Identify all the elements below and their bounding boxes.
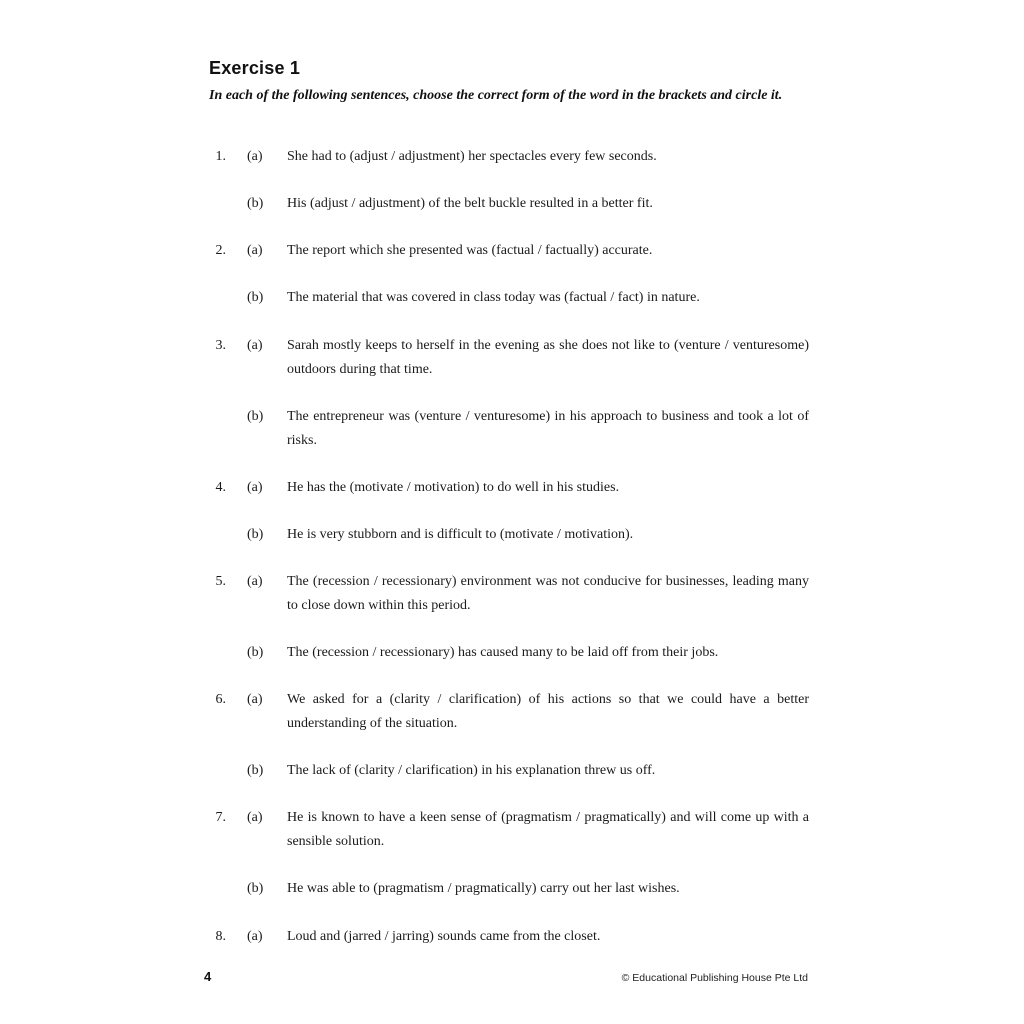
item-sentence: He was able to (pragmatism / pragmatically) carry out her last wishes.: [287, 881, 680, 896]
item-part: (b): [247, 527, 264, 542]
item-number: 6.: [215, 692, 226, 707]
item-number: 3.: [215, 338, 226, 353]
item-part: (a): [247, 480, 263, 495]
item-number: 5.: [215, 574, 226, 589]
item-sentence: The material that was covered in class today was (factual / fact) in nature.: [287, 290, 700, 305]
item-sentence: The entrepreneur was (venture / venturesome) in his approach to business and took a lot of risks.: [287, 409, 809, 448]
item-sentence: We asked for a (clarity / clarification) of his actions so that we could have a better understanding of the situation.: [287, 692, 809, 731]
copyright-notice: © Educational Publishing House Pte Ltd: [621, 972, 808, 984]
item-number: 2.: [215, 243, 226, 258]
item-part: (b): [247, 196, 264, 211]
exercise-instruction: In each of the following sentences, choose the correct form of the word in the brackets and circle it.: [209, 88, 783, 103]
item-sentence: She had to (adjust / adjustment) her spectacles every few seconds.: [287, 149, 657, 164]
item-part: (a): [247, 338, 263, 353]
item-part: (a): [247, 929, 263, 944]
item-sentence: The (recession / recessionary) has caused many to be laid off from their jobs.: [287, 645, 719, 660]
item-part: (b): [247, 645, 264, 660]
item-sentence: The lack of (clarity / clarification) in his explanation threw us off.: [287, 763, 656, 778]
item-number: 4.: [215, 480, 226, 495]
item-sentence: He is known to have a keen sense of (pragmatism / pragmatically) and will come up with a sensible solution.: [287, 810, 809, 849]
item-sentence: The report which she presented was (factual / factually) accurate.: [287, 243, 653, 258]
item-sentence: Sarah mostly keeps to herself in the evening as she does not like to (venture / venturesome) outdoors during that time.: [287, 338, 809, 377]
item-number: 1.: [215, 149, 226, 164]
item-part: (b): [247, 409, 264, 424]
item-part: (b): [247, 881, 264, 896]
item-sentence: His (adjust / adjustment) of the belt buckle resulted in a better fit.: [287, 196, 653, 211]
item-number: 8.: [215, 929, 226, 944]
item-sentence: Loud and (jarred / jarring) sounds came from the closet.: [287, 929, 601, 944]
item-part: (a): [247, 810, 263, 825]
page-number: 4: [204, 969, 212, 984]
item-sentence: He has the (motivate / motivation) to do well in his studies.: [287, 480, 620, 495]
item-part: (b): [247, 763, 264, 778]
item-sentence: He is very stubborn and is difficult to (motivate / motivation).: [287, 527, 634, 542]
item-part: (a): [247, 243, 263, 258]
exercise-heading: Exercise 1: [209, 58, 301, 78]
item-part: (a): [247, 574, 263, 589]
item-number: 7.: [215, 810, 226, 825]
item-part: (a): [247, 692, 263, 707]
item-sentence: The (recession / recessionary) environment was not conducive for businesses, leading many to close down within this period.: [287, 574, 809, 613]
item-part: (a): [247, 149, 263, 164]
item-part: (b): [247, 290, 264, 305]
